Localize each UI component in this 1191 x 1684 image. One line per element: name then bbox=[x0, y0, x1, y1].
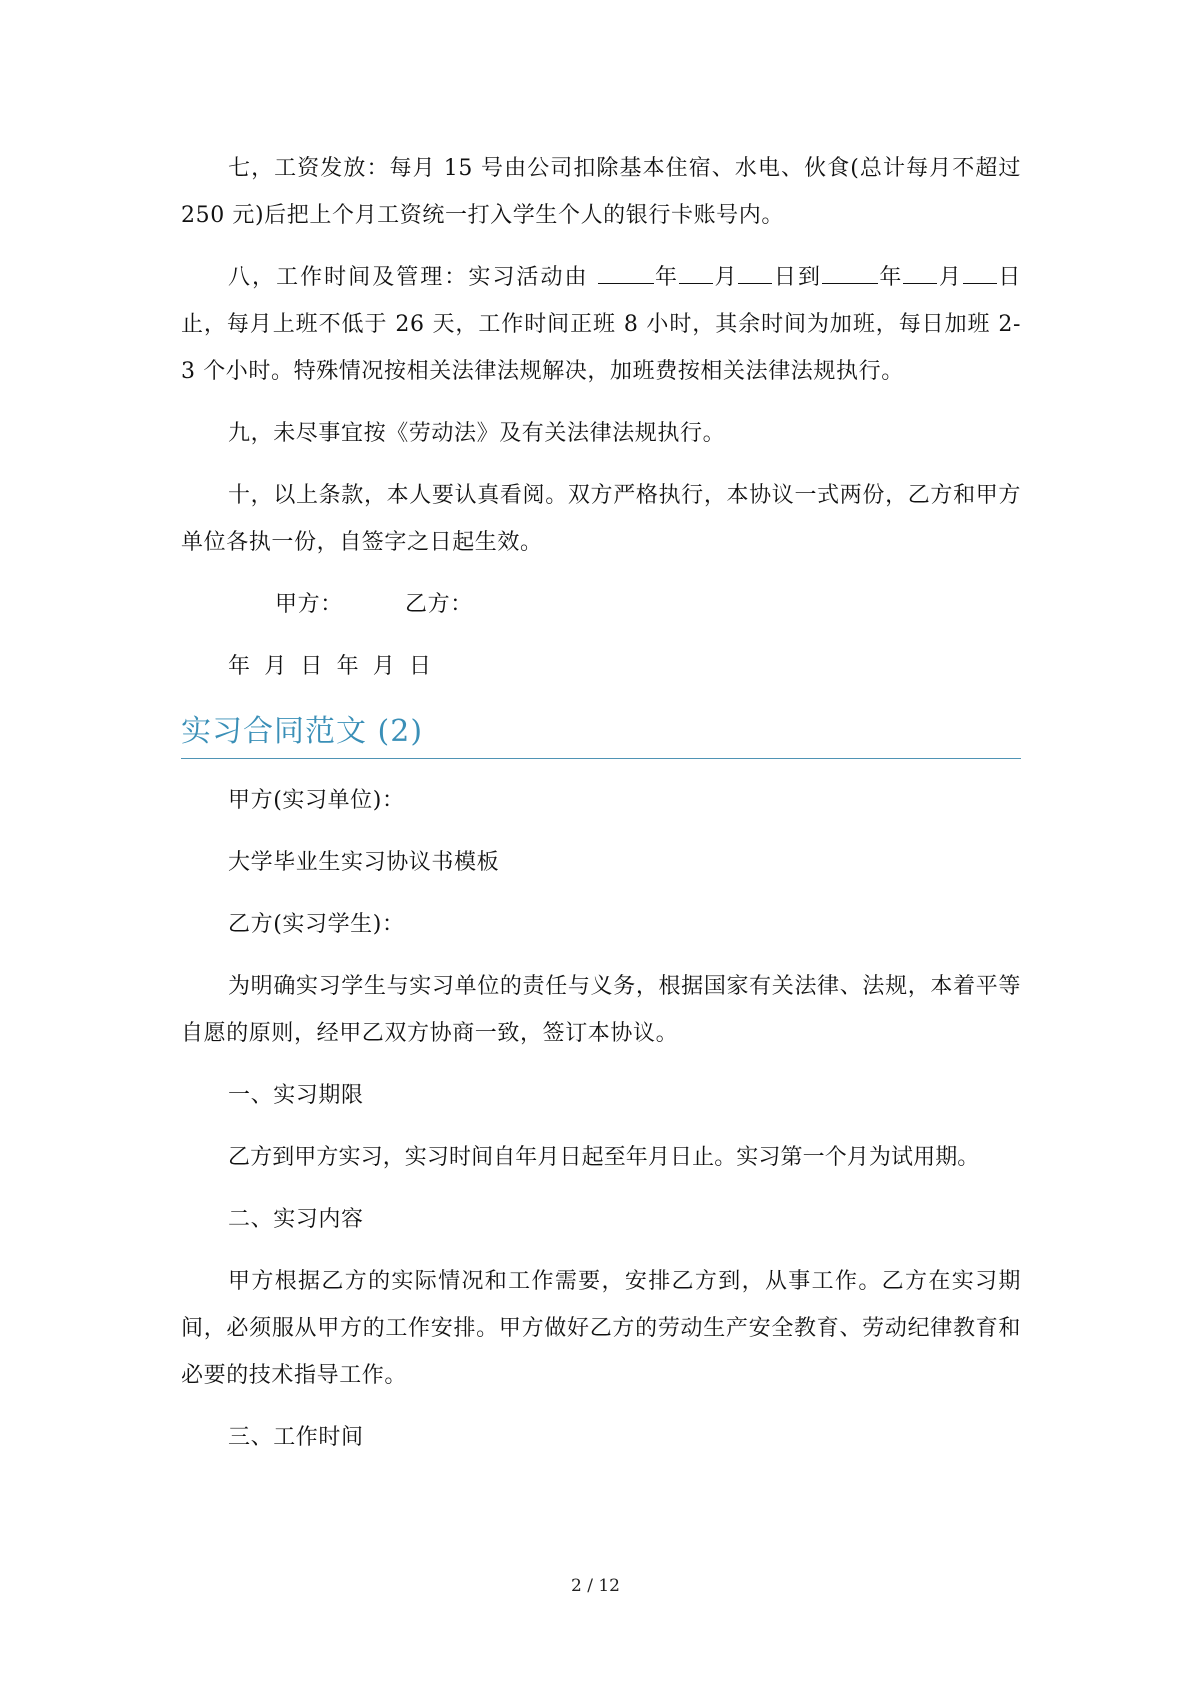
blank-field bbox=[903, 261, 937, 284]
preamble: 为明确实习学生与实习单位的责任与义务，根据国家有关法律、法规，本着平等自愿的原则，经甲乙双方协商一致，签订本协议。 bbox=[181, 974, 1021, 1046]
party-b-signature: 乙方： bbox=[405, 592, 473, 617]
item-2-text: 甲方根据乙方的实际情况和工作需要，安排乙方到，从事工作。乙方在实习期间，必须服从甲方的工作安排。甲方做好乙方的劳动生产安全教育、劳动纪律教育和必要的技术指导工作。 bbox=[181, 1269, 1021, 1388]
clause-9: 九，未尽事宜按《劳动法》及有关法律法规执行。 bbox=[228, 421, 726, 446]
party-a-signature: 甲方： bbox=[275, 592, 343, 617]
page-number: 2 / 12 bbox=[571, 1576, 620, 1596]
clause-10: 十，以上条款，本人要认真看阅。双方严格执行，本协议一式两份，乙方和甲方单位各执一份，自签字之日起生效。 bbox=[181, 483, 1021, 555]
clause-8-day-to: 日到 bbox=[772, 265, 822, 290]
clause-8-prefix: 八，工作时间及管理：实习活动由 bbox=[228, 265, 598, 290]
item-3-title: 三、工作时间 bbox=[228, 1425, 364, 1450]
template-title: 大学毕业生实习协议书模板 bbox=[228, 850, 500, 875]
party-b-label: 乙方(实习学生)： bbox=[228, 912, 405, 937]
item-2-title: 二、实习内容 bbox=[228, 1207, 364, 1232]
page-content bbox=[181, 145, 1021, 1461]
blank-field bbox=[822, 261, 878, 284]
blank-field bbox=[598, 261, 654, 284]
item-1-title: 一、实习期限 bbox=[228, 1083, 364, 1108]
item-1-text: 乙方到甲方实习，实习时间自年月日起至年月日止。实习第一个月为试用期。 bbox=[228, 1145, 980, 1170]
clause-8 bbox=[181, 254, 1021, 395]
party-a-label: 甲方(实习单位)： bbox=[228, 788, 405, 813]
blank-field bbox=[738, 261, 772, 284]
clause-8-suffix: 日止，每月上班不低于 26 天，工作时间正班 8 小时，其余时间为加班，每日加班 2-3 个小时。特殊情况按相关法律法规解决，加班费按相关法律法规执行。 bbox=[181, 265, 1021, 384]
clause-8-year: 年 bbox=[653, 265, 680, 290]
section-heading bbox=[181, 712, 1021, 759]
date-line: 年 月 日 年 月 日 bbox=[228, 654, 432, 679]
clause-8-month: 月 bbox=[713, 265, 739, 290]
clause-8-month-2: 月 bbox=[937, 265, 963, 290]
section-title: 实习合同范文 (2) bbox=[181, 714, 424, 749]
signature-line bbox=[181, 581, 1021, 628]
clause-7: 七，工资发放：每月 15 号由公司扣除基本住宿、水电、伙食(总计每月不超过 250 元)后把上个月工资统一打入学生个人的银行卡账号内。 bbox=[181, 156, 1021, 228]
blank-field bbox=[679, 261, 713, 284]
blank-field bbox=[963, 261, 997, 284]
clause-8-year-2: 年 bbox=[878, 265, 904, 290]
